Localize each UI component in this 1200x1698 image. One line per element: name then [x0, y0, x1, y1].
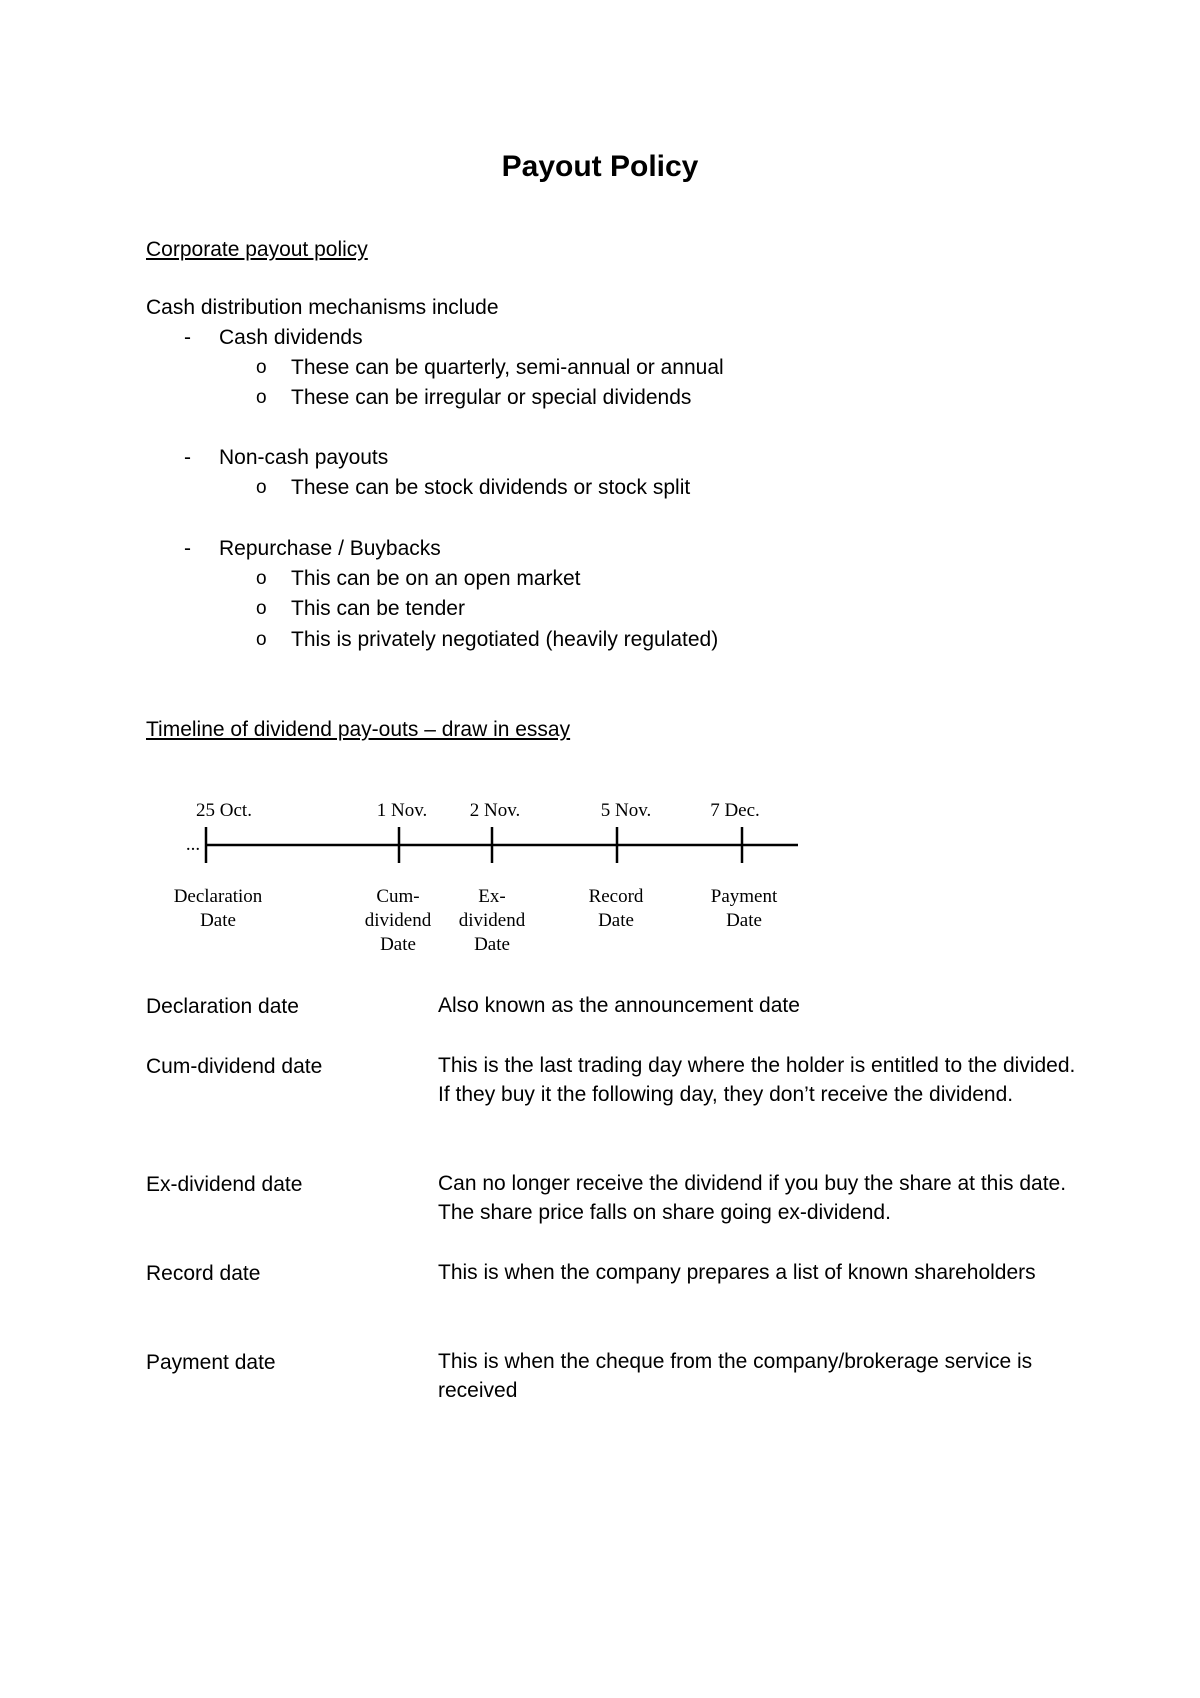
timeline-date: 25 Oct.	[196, 800, 252, 821]
definition-description: Also known as the announcement date	[438, 994, 800, 1017]
intro-text: Cash distribution mechanisms include	[146, 296, 499, 319]
sub-item: This can be on an open market	[291, 567, 581, 590]
list-item-cash-dividends: Cash dividends	[219, 326, 363, 349]
sub-item: This can be tender	[291, 597, 465, 620]
timeline-label: Record	[588, 886, 644, 907]
list-dash: -	[184, 537, 191, 560]
timeline-label: Cum-	[376, 886, 420, 907]
bullet-marker: o	[256, 598, 267, 619]
sub-item: These can be stock dividends or stock split	[291, 476, 691, 499]
timeline-label: Ex-	[478, 886, 506, 907]
definition-term: Ex-dividend date	[146, 1173, 303, 1196]
timeline-ellipsis: ...	[185, 834, 201, 855]
timeline-label: dividend	[364, 910, 432, 931]
list-item-non-cash-payouts: Non-cash payouts	[219, 446, 389, 469]
timeline-label: dividend	[458, 910, 526, 931]
bullet-marker: o	[256, 387, 267, 408]
definition-term: Payment date	[146, 1351, 276, 1374]
page-title: Payout Policy	[501, 150, 699, 183]
timeline-label: Date	[726, 910, 762, 931]
timeline-date: 5 Nov.	[600, 800, 652, 821]
definition-term: Cum-dividend date	[146, 1055, 323, 1078]
timeline-label: Date	[380, 934, 416, 955]
timeline-date: 1 Nov.	[376, 800, 428, 821]
section-heading-timeline: Timeline of dividend pay-outs – draw in essay	[146, 718, 571, 741]
sub-item: This is privately negotiated (heavily regulated)	[291, 628, 719, 651]
bullet-marker: o	[256, 477, 267, 498]
timeline-label: Date	[598, 910, 634, 931]
timeline-label: Date	[200, 910, 236, 931]
definition-description: This is the last trading day where the holder is entitled to the divided. If they buy it the following day, they don’t receive the dividend.	[438, 1054, 1076, 1106]
definition-description: Can no longer receive the dividend if you buy the share at this date. The share price falls on share going ex-dividend.	[438, 1172, 1067, 1224]
list-item-repurchase: Repurchase / Buybacks	[219, 537, 441, 560]
timeline-event-cum-dividend	[365, 800, 432, 955]
timeline-event-record	[589, 800, 652, 931]
timeline-label: Date	[474, 934, 510, 955]
section-heading-payout-policy: Corporate payout policy	[146, 238, 368, 261]
timeline-date: 2 Nov.	[469, 800, 521, 821]
timeline-label: Declaration	[173, 886, 263, 907]
definition-term: Declaration date	[146, 995, 299, 1018]
timeline-date: 7 Dec.	[710, 800, 760, 821]
bullet-marker: o	[256, 568, 267, 589]
definition-term: Record date	[146, 1262, 261, 1285]
dividend-timeline-diagram	[0, 790, 1200, 960]
timeline-event-ex-dividend	[459, 800, 526, 955]
timeline-label: Payment	[710, 886, 778, 907]
definition-description: This is when the company prepares a list of known shareholders	[438, 1261, 1036, 1284]
list-dash: -	[184, 446, 191, 469]
definition-description: This is when the cheque from the company/brokerage service is received	[438, 1350, 1033, 1402]
timeline-event-declaration	[174, 800, 263, 931]
sub-item: These can be quarterly, semi-annual or annual	[291, 356, 724, 379]
bullet-marker: o	[256, 629, 267, 650]
bullet-marker: o	[256, 357, 267, 378]
timeline-event-payment	[710, 800, 778, 931]
list-dash: -	[184, 326, 191, 349]
sub-item: These can be irregular or special dividends	[291, 386, 692, 409]
